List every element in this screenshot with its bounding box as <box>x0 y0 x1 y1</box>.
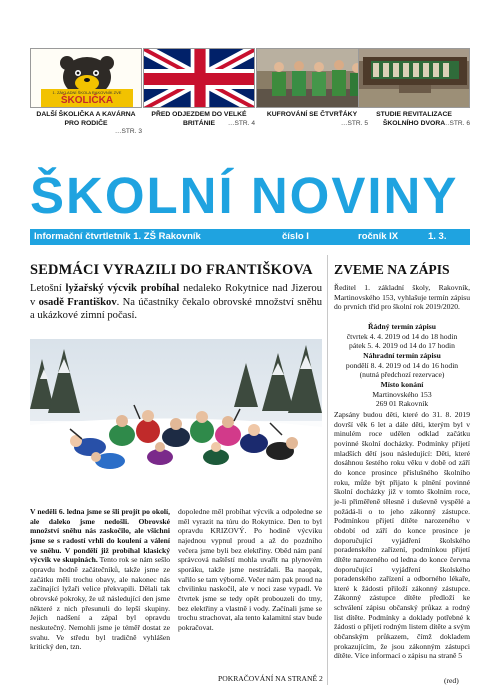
info-bar-issue: číslo I <box>282 231 309 242</box>
place-line: 269 01 Rakovník <box>375 399 429 409</box>
lead-bold: osadě Františkov <box>38 296 117 308</box>
info-bar-volume: ročník IX <box>358 231 399 242</box>
side-article-intro: Ředitel 1. základní školy, Rakovník, Martinovského 153, vyhlašuje termín zápisu do prvních tříd pro školní rok 2019/2020. <box>334 283 470 312</box>
column-1-bold: V neděli 6. ledna jsme se šli projít po okolí, ale daleko jsme nedošli. Obrovské množství sněhu nás zaskočilo, ale všichni jsme se s radostí vrhli do koulení a válení ve sněhu. V pondělí již probíhal klasický výcvik ve skupinách. <box>30 507 170 565</box>
side-article-body: Zapsány budou děti, které do 31. 8. 2019 dovrší věk 6 let a dále děti, kterým byl v minulém roce udělen odklad začátku povinné školní docházky. Podmínky přijetí mladších dětí jsou následující: Děti, které dosáhnou šestého roku věku v době od září do konce prosince příslušného školního roku, může být přijato k plnění povinné školní docházky již v tomto školním roce, je-li přiměřeně tělesně i duševně vyspělé a požádá-li o to jeho zákonný zástupce. Podmínkou přijetí dítěte narozeného v období od září do konce prosince je doporučující vyjádření školského poradenského zařízení, podmínkou přijetí dítěte narozeného od ledna do konce června doporučující vyjádření školského poradenského zařízení a odborného lékaře, které k žádosti přiloží zákonný zástupce. Zákonný zástupce dítěte předloží ke schválení zápisu občanský průkaz a rodný list dítěte. Podmínky a doklady potřebné k žádosti o přijetí rodným listem dítěte a svým občanským průkazem, čímž dokladem prokazujícím, že jsou zákonným zástupci dítěte. Více informací o zápisu na straně 5 <box>334 410 470 661</box>
ski-group-photo <box>30 339 322 494</box>
side-article-headline: ZVEME NA ZÁPIS <box>334 262 450 277</box>
info-bar-date: 1. 3. 2019 <box>428 231 450 258</box>
column-1-text: Tento rok se nám sešlo opravdu hodně začátečníků, takže jsme ze začátku měli trochu obavy, ale nakonec nás začínající lyžaři velice překvapili. Dělali tak obrovské pokroky, že už následující den jsme některé z nich přesunuli do lepší skupiny. Jejich nadšení a zápal byl opravdu neskutečný. Nemohli jsme je téměř dostat ze svahu. Ve středu byl tradičně vyhlášen kritický den, tzn. <box>30 555 170 652</box>
substitute-term-heading: Náhradní termín zápisu <box>363 350 441 360</box>
author-tag: (red) <box>444 676 459 685</box>
teaser-title: KUFROVÁNÍ SE ČTVRŤÁKY <box>266 111 358 118</box>
info-bar <box>30 229 470 258</box>
teaser-page: …STR. 6 <box>442 120 470 127</box>
teaser-title: PŘED ODJEZDEM DO VELKÉ BRITÁNIE <box>151 111 247 127</box>
place-heading: Místo konání <box>380 379 424 389</box>
regular-term-line: pátek 5. 4. 2019 od 14 do 17 hodin <box>349 341 455 351</box>
skolicka-logo <box>30 48 142 108</box>
teaser-page: …STR. 3 <box>114 128 142 135</box>
regular-term-heading: Řádný termín zápisu <box>368 322 436 331</box>
teaser-page: …STR. 5 <box>340 120 368 127</box>
teaser-title: STUDIE REVITALIZACE ŠKOLNÍHO DVORA <box>376 111 452 127</box>
teaser-title: DALŠÍ ŠKOLIČKA A KAVÁRNA PRO RODIČE <box>36 111 136 127</box>
pupils-photo <box>256 48 368 108</box>
main-article-column-1 <box>30 507 170 652</box>
substitute-term-line: pondělí 8. 4. 2019 od 14 do 16 hodin <box>345 360 459 370</box>
teaser-page: …STR. 4 <box>227 120 255 127</box>
continued-link[interactable]: POKRAČOVÁNÍ NA STRANĚ 2 <box>218 674 323 683</box>
info-bar-subtitle: Informační čtvrtletník 1. ZŠ Rakovník <box>34 231 201 242</box>
main-article-headline: SEDMÁCI VYRAZILI DO FRANTIŠKOVA <box>30 262 313 278</box>
skolicka-logo-caption: 1. ZÁKLADNÍ ŠKOLA RAKOVNÍK ZVE <box>52 90 122 95</box>
skolicka-logo-title: ŠKOLIČKA <box>60 95 114 106</box>
lead-text: Letošní <box>30 283 66 294</box>
masthead-title: ŠKOLNÍ NOVINY <box>30 167 459 224</box>
main-article-lead <box>30 282 322 323</box>
regular-term-line: čtvrtek 4. 4. 2019 od 14 do 18 hodin <box>346 331 458 341</box>
schoolyard-render-image <box>358 48 470 108</box>
regular-term-block <box>334 322 470 409</box>
lead-text: . Na účastníky čekalo obrovské množství sněhu a ukázkové zimní počasí. <box>30 296 323 322</box>
column-divider <box>327 255 328 685</box>
main-article-column-2: dopoledne měl probíhat výcvik a odpoledne se měl vyrazit na túru do Rokytnice. Den to byl opravdu KRIZOVÝ. Po hodině výcviku najednou vypnul proud a až do pozdního večera jsme byli bez elektřiny. Oběd nám paní správcová naštěstí mohla uvařit na plynovém sporáku, takže jsme nestrádali. Ba naopak, vařilo se tam výborně. Večer nám pak proud na chvilinku naskočil, ale v noci zase vypadl. Ve čtvrtek jsme se tedy opět probouzeli do tmy, bez elektřiny a vlastně i vody. Začínali jsme se trochu strachovat, ala tento kalamitní stav bude pokračovat. <box>178 507 322 632</box>
union-jack-image <box>143 48 255 108</box>
lead-bold: lyžařský výcvik probíhal <box>65 283 180 294</box>
substitute-term-line: (nutná předchozí rezervace) <box>359 370 445 380</box>
place-line: Martinovského 153 <box>372 389 432 399</box>
lead-text: nedaleko Rokytnice nad Jizerou v <box>30 283 322 308</box>
